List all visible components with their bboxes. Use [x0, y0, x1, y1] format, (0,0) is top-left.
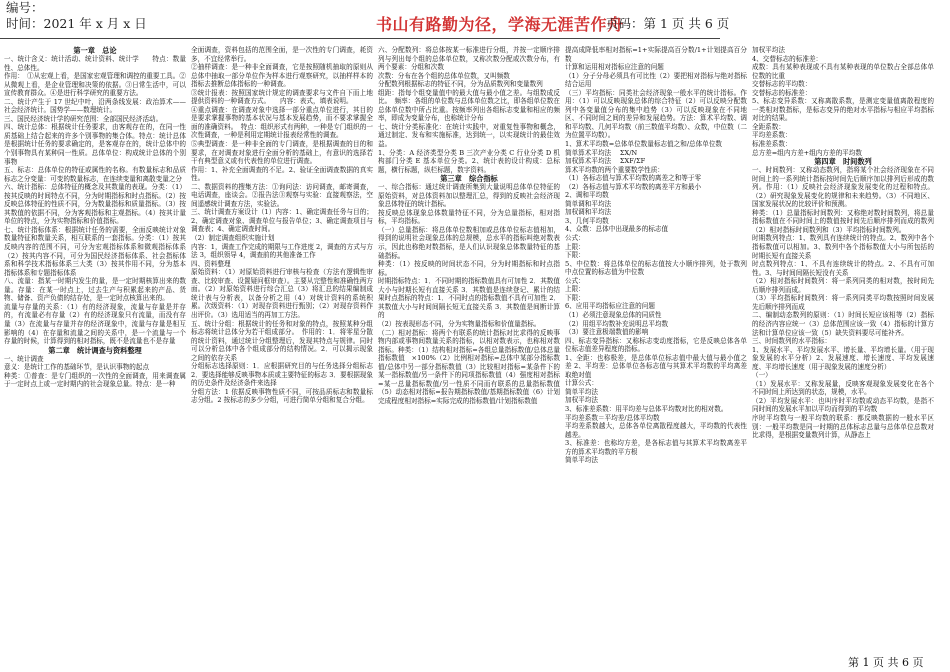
section-heading: 第三章 综合指标 — [440, 174, 498, 184]
motto-banner: 书山有路勤为径，学海无涯苦作舟 — [376, 15, 624, 34]
paragraph: 总方差=组内方差+组内方差的平均数 — [752, 148, 862, 157]
paragraph: ⑤典型调查：是一种非全面的专门调查，是根据调查的目的和要求，在对调查对象进行全面分析的基础上，有意识的选择若干有典型意义或有代表性的单位进行调查。 — [191, 140, 373, 166]
paragraph: 上限： — [565, 285, 585, 294]
paragraph: （一）总量指标：将总体单位数相加或总体单位标志值相加，得到的说明社会现象总体的总规模，总水平的指标叫绝对数表示，因此也称绝对数指标，是人们认识现象总体数量特征的基础指标。 — [378, 225, 560, 260]
paragraph: ④重点调查：在调查对象中选择一部分重点单位进行，其目的是要求掌握事物的基本状况与基本发展趋势，而不要求掌握全面的准确资料。 特点：组织形式有两种，一种是专门组织的一次性调查，一种是利用定期统计报表经常性的调查。 — [191, 105, 373, 140]
paragraph: 简单算术平均法 ΣX/N — [565, 148, 638, 157]
paragraph: 流量与存量的关系：（1）有的经济现象，流量与存量是并存的，有流量必有存量（2）有的经济现象只有流量，而没有存量（3）在流量与存量并存的经济现象中，流量与存量是相互影响的（4）在存量和流量之间的关系中，是一个流量与一个存量的时候，计算得到的相对指标，既不是流量也不是存量 — [4, 302, 186, 346]
paragraph: 种类：（1）按反映的时间状态不同，分为时期指标和时点指标。 — [378, 260, 560, 277]
paragraph: 原始资料：（1）对原始资料进行审核与检查（方法有逻辑性审查、比较审查、设置疑问框审查）。主要从完整性和准确性两方面。（2）对原始资料进行综合汇总（3）将汇总的结果编制成统计表与分析表，以备分析之用（4）对统计资料的系统积累。次级资料：（1）对现存资料进行甄别；（2）对现存资料作出评价。（3）选用适当的再加工方法。 — [191, 268, 373, 319]
paragraph: 一、综合指标：通过统计调查所集到大量说明总体单位特征的原始资料，对总体资料加以整理汇总，得到的反映社会经济现象总体特征的统计指标。 — [378, 183, 560, 209]
section-heading: 第一章 总论 — [73, 46, 117, 55]
paragraph: （3）平均指标时间数列：将一系列同类平均数按照时间发展先后顺序排列而成 — [752, 294, 934, 311]
paragraph: （1）各标志值与算术平均数的离差之和等于零 — [565, 174, 702, 183]
paragraph: 简单平均法 — [565, 387, 598, 396]
paragraph: 时期指标特点：1．不同时期的指标数值具有可加性 2．其数值大小与时期长短有直接关系 3．其数值是连续登记、累计的结果时点指标的特点：1．不同时点的指标数值不具有可加性 2．其数值大小与时间间隔长短无直接关系 3．其数值是间断计算的 — [378, 277, 560, 320]
paragraph: 简单调和平均法 — [565, 199, 612, 208]
paragraph: 六、分配数列：将总体按某一标准进行分组，并按一定顺序排列与列出每个组的总体单位数，又称次数分配或次数分布，有两个要素：分组和次数 — [378, 46, 560, 72]
paragraph: 三、时间数列的水平指标： — [752, 337, 832, 346]
paragraph: （二）相对指标：将两个有联系的统计指标对比求得的反映事物内部或事物间数量关系的指标，以相对数表示，也称相对数指标。种类：（1）结构相对指标=各组总量指标数值/总体总量指标数值 ×100%（2）比例相对指标=总体中某部分指标数值/总体中另一部分指标数值（3）比较相对指标=某条件下的某一指标数值/另一条件下的同项指标数值（4）强度相对指标=某一总量指标数值/另一性质不同而有联系的总量指标数值（5）动态相对指标=报告期指标数值/基期指标数值（6）计划完成程度相对指标=实际完成的指标数值/计划指标数值 — [378, 328, 560, 405]
paragraph: 五、标志：总体单位的特征或属性的名称。有数量标志和品质标志之分变量：可变的数量标志，在连续变量和离散变量之分 — [4, 166, 186, 183]
paragraph: 四、标志变异指标：又称标志变动度指标，它是反映总体各单位标志值差异程度的指标。 — [565, 336, 747, 354]
paragraph: （三）平均指标：同类社会经济现象一般水平的统计指标。作用：（1）可以反映现象总体的综合特征（2）可以反映分配数列中各变量值分布的集中趋势（3）可以反映现象在不同地区、不同时间之间的差异和发展趋势。方法：算术平均数、调和平均数、几何平均数（前三数值平均数）、众数，中位数（二为位置平均数）。 — [565, 88, 747, 140]
text-column-2 — [191, 46, 373, 648]
paragraph: 加权调和平均法 — [565, 208, 612, 217]
paragraph: 一、统计调查 — [4, 354, 44, 363]
paragraph: 标准差系数： — [752, 140, 792, 149]
paragraph: 1、算术平均数=总体单位数量标志值之和/总体单位数 — [565, 140, 723, 149]
paragraph: 六、统计指标：总体特征的概念及其数量的表现。分类：（1）按其反映的时间特点不同，分为时期指标和时点指标。（2）按反映总体特征的性质不同，分为数量指标和质量指标。（3）按其数值的依据不同，分为客观指标和主观指标。（4）按其计量单位的特点，分为实物指标和价值指标。 — [4, 183, 186, 226]
section-heading: 第四章 时间数列 — [814, 157, 872, 167]
paragraph: 三、统计调查方案设计（1）内容：1、确定调查任务与目的；2、确定调查对象、调查单位与报告单位；3、确定调查项目与调查表；4、确定调查时间。 — [191, 208, 373, 234]
paragraph: 计算公式： — [565, 379, 598, 388]
paragraph: 时点数列特点：1、不具有连续统计的特点。2、不具有可加性。3、与时间间隔长短没有关系 — [752, 260, 934, 277]
paragraph: 作用：1、补充全面调查的不足。2、验证全面调查数据的真实性。 — [191, 165, 373, 183]
paragraph: 5、中位数：将总体单位的标志值按大小顺序排列，处于数列中点位置的标志值为中位数 — [565, 259, 747, 277]
paragraph: 分组标志选择原则：1．应根据研究目的与任务选择分组标志 2．要选择能够反映事物本质或主要特征的标志 3．要根据现象的历史条件及经济条件来选择 — [191, 362, 373, 388]
paragraph: 分组方法：1 依据反映事物性质不同，可按品质标志和数量标志分组。2 按标志的多少分组，可进行简单分组和复合分组。 — [191, 387, 373, 405]
paragraph: 公式： — [565, 234, 585, 243]
paragraph: 下限： — [565, 293, 585, 302]
paragraph: （一） — [752, 371, 772, 380]
page-counter: 页码：第 1 页 共 6 页 — [606, 16, 730, 31]
paragraph: （2）用组平均数补充说明总平均数 — [565, 319, 669, 328]
paragraph: 4、众数：总体中出现最多的标志值 — [565, 225, 669, 234]
paragraph: ③统计报表：按照国家统计规定的调查要求与文件自下而上地提供资料的一种调查方式。 内容：表式，填表说明。 — [191, 88, 373, 106]
paragraph: 二、编制动态数列的原则：（1）时间长短应该相等（2）指标的经济内容应统一（3）总体范围应该一致（4）指标的计算方法和计算单位应该一致（5）缺失资料要尽可能补齐。 — [752, 311, 934, 337]
text-column-1 — [4, 46, 186, 648]
page-header — [0, 0, 950, 44]
paragraph: 1、全距：也称极差，是总体单位标志值中最大值与最小值之差 2、平均差：总体单位各标志值与其算术平均数的平均离差取绝对值 — [565, 353, 747, 379]
paragraph: 时期数列特点：1、数列具有连续统计的特点。2、数列中各个指标数值可以相加。3、数列中各个指标数值大小与所包括的时期长短有直接关系 — [752, 234, 934, 260]
paragraph: 四、统计总体：根据统计任务要求，由客观存在的，在同一性质基础上结合起来的许多个别事物的集合体。特点：统计总体是根据统计任务的要求确定的，是客观存在的，统计总体中的个别事物具有某种同一性质。总体单位：构成统计总体的个别事物 — [4, 123, 186, 166]
paragraph: 种类：①普查：是专门组织的一次性的全面调查，用来调查属于一定时点上或一定时期内的社会现象总量。特点：是一种 — [4, 371, 186, 389]
paragraph: （1）必须注意现象总体的同质性 — [565, 310, 662, 319]
paragraph: 五、统计分组：根据统计的任务和对象的特点，按照某种分组标志将统计总体分为若干组成部分。 作用的：1．将零星分散的统计资料，通过统计分组整理后，发现其特点与规律。同时可以分析总体中各个组成部分的结构情况。2．可以揭示现象之间的依存关系 — [191, 319, 373, 362]
paragraph: 种类：（1）总量指标时间数列：又称绝对数时间数列，将总量指标数值在不同时间上的数值按时间先后顺序排列而成的数列（2）相对指标时间数列和（3）平均指标时间数列。 — [752, 208, 934, 234]
paragraph: 简单平均法 — [565, 456, 598, 465]
paragraph: 七、统计指标体系：根据统计任务的需要，全面反映统计对象数量特征和数量关系，相互联系的一套指标。分类：（1）按其反映内容的范围不同，可分为宏观指标体系和微观指标体系（2）按其内容不同，可分为国民经济指标体系、社会指标体系和科学技术指标体系三大类（3）按其作用不同，分为基本指标体系和专题指标体系 — [4, 225, 186, 277]
paragraph: （2）平均发展水平：也叫序时平均数或动态平均数，是指不同时间的发展水平加以平均而得到的平均数 — [752, 396, 934, 414]
paragraph: 加权平均法 — [565, 396, 598, 405]
paragraph: 全面调查，资料包括的范围全面，是一次性的专门调查，耗资多，不宜经常举行。 — [191, 46, 373, 63]
header-divider — [0, 38, 720, 39]
paragraph: 1、发展水平、平均发展水平、增长量、平均增长量。（用于现象发展的水平分析）2、发展速度、增长速度、平均发展速度、平均增长速度（用于现象发展的速度分析） — [752, 345, 934, 371]
paragraph: 加权平均法 — [752, 46, 785, 54]
paragraph: 3、标准差系数：用平均差与总体平均数对比的相对数。 — [565, 404, 728, 413]
paragraph: 次数：分布在各个组的总体单位数，又叫频数 — [378, 71, 510, 80]
paragraph: 二、数据资料的搜集方法：①询问法：访问调查，邮寄调查，电话调查，座谈会。②报告法③观察与实验：直接观察法，空间遥感统计调查方法，实验法。 — [191, 182, 373, 208]
paragraph: 序时平均数与一般平均数的联系：都反映数据的一般水平区别：一般平均数是同一时期的总体标志总量与总体单位总数对比求得，是根据变量数列计算，从静态上 — [752, 413, 934, 440]
paragraph: 1、分类：A 经济类型分类 B 三次产业分类 C 行业分类 D 机构部门分类 E 基本单位分类。2、统计表的设计构成：总标题，横行标题，纵栏标题，数字资料。 — [378, 148, 560, 174]
paragraph: （2）各标志值与算术平均数的离差平方和最小 — [565, 182, 702, 191]
paragraph: 按反映总体现象总体数量特征不同，分为总量指标，相对指标，平均指标。 — [378, 208, 560, 226]
paragraph: 四、资料整理 — [191, 259, 231, 268]
paragraph: 意义：是统计工作的基础环节，是认识事物的起点 — [4, 363, 150, 372]
paragraph: 成数：具有某种表现或不具有某种表现的单位数占全部总体单位数的比重 — [752, 63, 934, 80]
paragraph: 平均差系数： — [752, 131, 792, 140]
paragraph: 算术平均数的两个重要数学性质： — [565, 165, 664, 174]
paragraph: 分配数列根据标志的特征不同，分为品质数列和变量数列 — [378, 80, 543, 89]
paragraph: 2、调和平均数 — [565, 191, 609, 200]
paragraph: 6、应用平均指标应注意的问题 — [565, 302, 655, 311]
text-column-3 — [378, 46, 560, 648]
paragraph: （3）要注意极端数值的影响 — [565, 328, 649, 337]
paragraph: 八、流量：指某一时期内发生的量，是一定时期核算出来的数量。存量：在某一时点上，过去生产与积累起来的产品、货物、储备、资产负债的结存处，是一定时点核算出来的。 — [4, 277, 186, 303]
paragraph: （2）相对指标时间数列：将一系列同类的相对数，按时间先后顺序排列而成。 — [752, 277, 934, 294]
paragraph: 七、统计分类标准化：在统计实践中，对重复性事物和概念，通过制定、发布和实施标准，达到统一，以实现统计的最佳效益。 — [378, 122, 560, 149]
paragraph: 内容：1，调查工作完成的期限与工作进度 2，调查的方式与方法 3，组织领导 4，调查前的其他准备工作 — [191, 242, 373, 260]
paragraph: 二、统计产生于 17 世纪中叶，沿两条线发展：政治算术——社会经济统计。国势学——数理统计。 — [4, 97, 186, 115]
page-footer: 第 1 页 共 6 页 — [848, 656, 924, 669]
paragraph: 下限： — [565, 251, 585, 260]
paragraph: 4、交替标志的标准差： — [752, 54, 823, 63]
paragraph: 加权算术平均法 ΣXF/ΣF — [565, 157, 646, 166]
paragraph: 平均差系数越大，总体各单位离散程度越大，平均数的代表性越差。 — [565, 422, 747, 439]
paragraph: 作用： ①从宏观上看，是国家宏观管理和调控的重要工具。②从微观上看，是企业管理和决策的依据。③日常生活中，可以宣传教育群众。④是进行科学研究的重要方法。 — [4, 72, 186, 98]
paragraph: 3、几何平均数 — [565, 216, 609, 225]
paragraph: 公式： — [565, 276, 585, 285]
paragraph: （2）制定调查组织实施计划 — [191, 234, 275, 243]
paragraph: 全距系数： — [752, 122, 785, 131]
paragraph: 一、时间数列：又称动态数列，指将某个社会经济现象在不同时间上的一系列统计指标按时间先后顺序加以排列后形成的数列。作用：（1）反映社会经济现象发展变化的过程和特点。（2）研究现象发展变化的规律和未来趋势。（3）不同地区、国家发展状况的比较评价和预测。 — [752, 166, 934, 209]
paragraph: （1）发展水平：又称发展量，反映客观现象发展变化在各个不同时间上所达到的状态，规模，水平。 — [752, 379, 934, 397]
paragraph: 三、国民经济统计学的研究范围：全部国民经济活动。 — [4, 114, 163, 123]
paragraph: （2）按表现形态不同，分为实物量指标和价值量指标。 — [378, 319, 541, 328]
section-heading: 第二章 统计调查与资料整理 — [48, 345, 142, 355]
serial-number-label: 编号： — [6, 0, 44, 15]
paragraph: 5、标志变异系数：又称离散系数，是测定变量值离散程度的一类相对数指标，是标志变异的绝对水平指标与相应平均指标对比的结果。 — [752, 97, 934, 123]
paragraph: 提高成降低率相对指标=1+实际提高百分数/1+计划提高百分数 — [565, 46, 747, 63]
paragraph: 上限： — [565, 242, 585, 251]
paragraph: ②抽样调查：是一种非全面调查，它是按照随机抽取的原则从总体中抽取一部分单位作为样本进行观察研究，以抽样样本的指标去推断总体指标的一种调查。 — [191, 63, 373, 89]
paragraph: 3、标准差：也称均方差，是各标志值与其算术平均数离差平方的算术平均数的平方根 — [565, 439, 747, 456]
paragraph: 平均差系数＝平均差/总体平均数 — [565, 413, 660, 422]
text-column-5 — [752, 46, 934, 648]
paragraph: 组距：指每个组变量值中的最大值与最小值之差。与组数成反比。 频率：各组的单位数与总体单位数之比，即各组单位数在总体单位数中所占比重。按频率列出各组标志变量和相应的频率，即成为变量分布，也称统计分布 — [378, 88, 560, 123]
date-label: 时间：2021 年 x 月 x 日 — [6, 16, 147, 31]
paragraph: （1）分子分母必须具有可比性（2）要把相对指标与绝对指标结合运用 — [565, 71, 747, 89]
paragraph: 一、统计含义：统计活动、统计资料、统计学 特点：数量性、总体性。 — [4, 55, 186, 72]
paragraph: 计算和运用相对指标应注意的问题 — [565, 63, 664, 72]
document-body — [4, 46, 944, 648]
paragraph: 交替标志的标准差： — [752, 88, 812, 97]
paragraph: 交替标志的平均数： — [752, 80, 812, 89]
text-column-4 — [565, 46, 747, 648]
